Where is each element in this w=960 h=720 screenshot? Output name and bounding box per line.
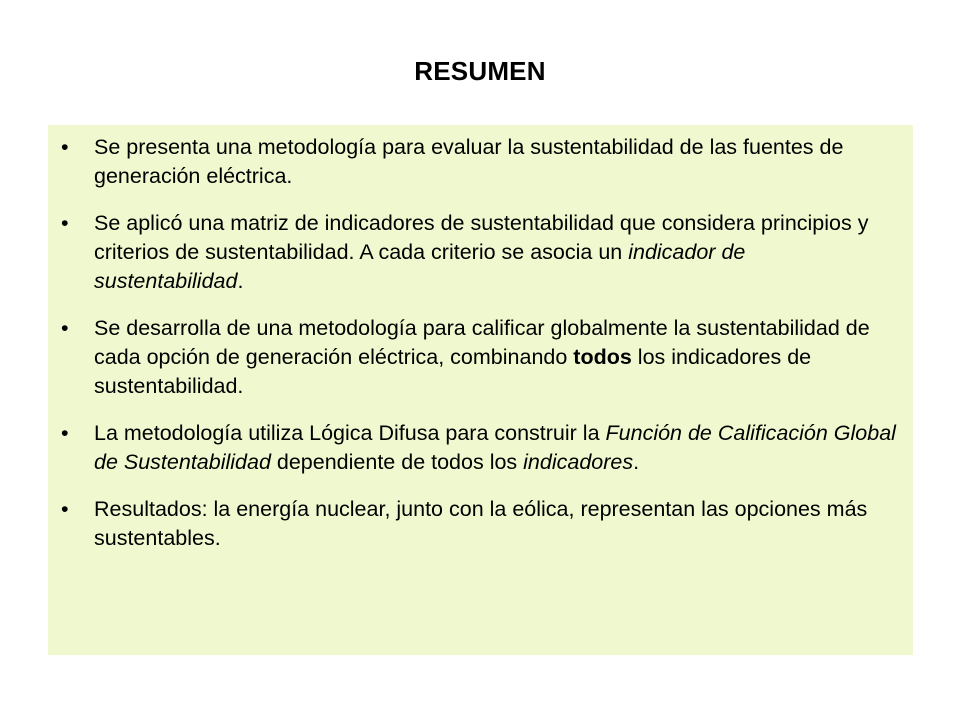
- bullet-dot-icon: •: [61, 421, 69, 445]
- bullet-dot-icon: •: [61, 316, 69, 340]
- bullet-item: [58, 314, 899, 401]
- bullet-text-segment: indicadores: [523, 450, 634, 474]
- bullet-item: [58, 495, 899, 553]
- bullet-text-segment: .: [237, 269, 244, 293]
- bullet-text-segment: La metodología utiliza Lógica Difusa para construir la: [94, 421, 606, 445]
- bullet-dot-icon: •: [61, 497, 69, 521]
- bullet-dot-icon: •: [61, 135, 69, 159]
- bullet-text-segment: todos: [573, 345, 632, 369]
- bullet-item: [58, 209, 899, 296]
- bullet-text-segment: los indicadores de sustentabilidad.: [94, 345, 812, 398]
- summary-box: [48, 125, 913, 655]
- bullet-text-segment: .: [633, 450, 640, 474]
- bullet-item: [58, 133, 899, 191]
- bullet-text-segment: Se desarrolla de una metodología para calificar globalmente la sustentabilidad de cada opción de generación eléctrica, combinando: [94, 316, 870, 369]
- bullet-item: [58, 419, 899, 477]
- bullet-text: [94, 211, 868, 293]
- bullet-list: [58, 133, 899, 553]
- bullet-dot-icon: •: [61, 211, 69, 235]
- bullet-text-segment: dependiente de todos los: [270, 450, 524, 474]
- bullet-text-segment: Se presenta una metodología para evaluar la sustentabilidad de las fuentes de generación eléctrica.: [94, 135, 844, 188]
- bullet-text-segment: Función de Calificación Global de Sustentabilidad: [94, 421, 896, 474]
- bullet-text-segment: Se aplicó una matriz de indicadores de sustentabilidad que considera principios y criterios de sustentabilidad. A cada criterio se asocia un: [94, 211, 869, 264]
- bullet-text-segment: indicador de sustentabilidad: [94, 240, 746, 293]
- bullet-text: [94, 497, 867, 550]
- slide-title: RESUMEN: [414, 56, 546, 86]
- bullet-text: [94, 421, 896, 474]
- bullet-text-segment: Resultados: la energía nuclear, junto con la eólica, representan las opciones más sustentables.: [94, 497, 868, 550]
- bullet-text: [94, 135, 843, 188]
- bullet-text: [94, 316, 870, 398]
